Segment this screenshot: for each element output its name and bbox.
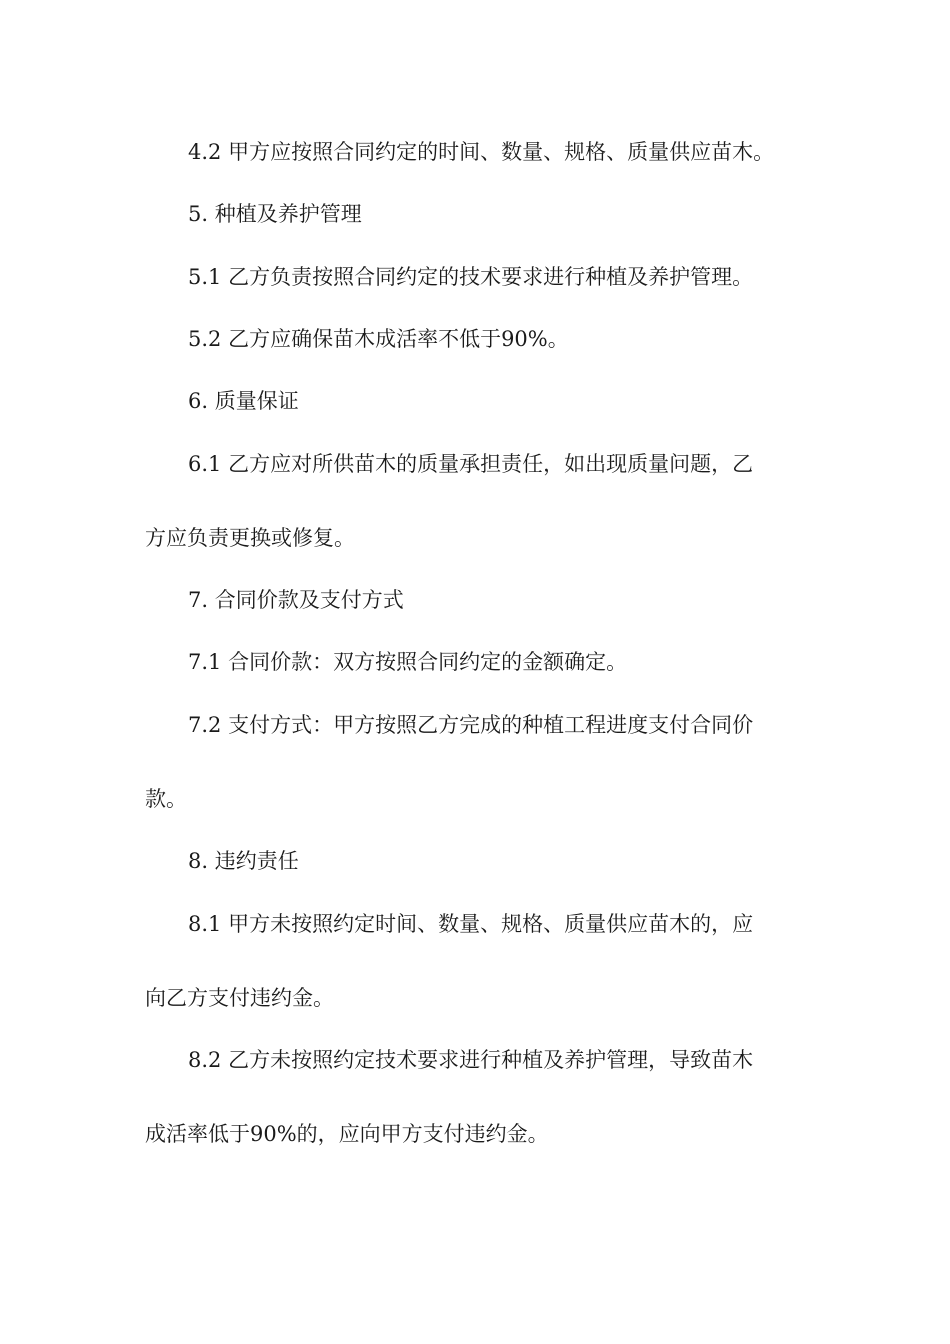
clause-6-1 <box>145 431 815 571</box>
clause-4-2: 4.2 甲方应按照合同约定的时间、数量、规格、质量供应苗木。 <box>188 140 775 164</box>
clause-8-2-line-2: 成活率低于90%的，应向甲方支付违约金。 <box>145 1122 549 1146</box>
clause-7-2-line-1: 7.2 支付方式：甲方按照乙方完成的种植工程进度支付合同价 <box>188 713 754 737</box>
clause-8-1-line-2: 向乙方支付违约金。 <box>145 986 334 1010</box>
clause-8-1 <box>145 891 815 1031</box>
clause-8-2-line-1: 8.2 乙方未按照约定技术要求进行种植及养护管理，导致苗木 <box>188 1048 754 1072</box>
section-7-heading: 7. 合同价款及支付方式 <box>188 588 404 612</box>
clause-7-2 <box>145 692 815 832</box>
clause-5-1: 5.1 乙方负责按照合同约定的技术要求进行种植及养护管理。 <box>188 265 754 289</box>
clause-6-1-line-2: 方应负责更换或修复。 <box>145 526 355 550</box>
clause-8-2 <box>145 1027 815 1167</box>
clause-7-1: 7.1 合同价款：双方按照合同约定的金额确定。 <box>188 650 628 674</box>
section-6-heading: 6. 质量保证 <box>188 389 299 413</box>
clause-8-1-line-1: 8.1 甲方未按照约定时间、数量、规格、质量供应苗木的，应 <box>188 912 754 936</box>
clause-6-1-line-1: 6.1 乙方应对所供苗木的质量承担责任，如出现质量问题，乙 <box>188 452 754 476</box>
section-8-heading: 8. 违约责任 <box>188 849 299 873</box>
section-5-heading: 5. 种植及养护管理 <box>188 202 362 226</box>
clause-5-2: 5.2 乙方应确保苗木成活率不低于90%。 <box>188 327 569 351</box>
clause-7-2-line-2: 款。 <box>145 787 187 811</box>
